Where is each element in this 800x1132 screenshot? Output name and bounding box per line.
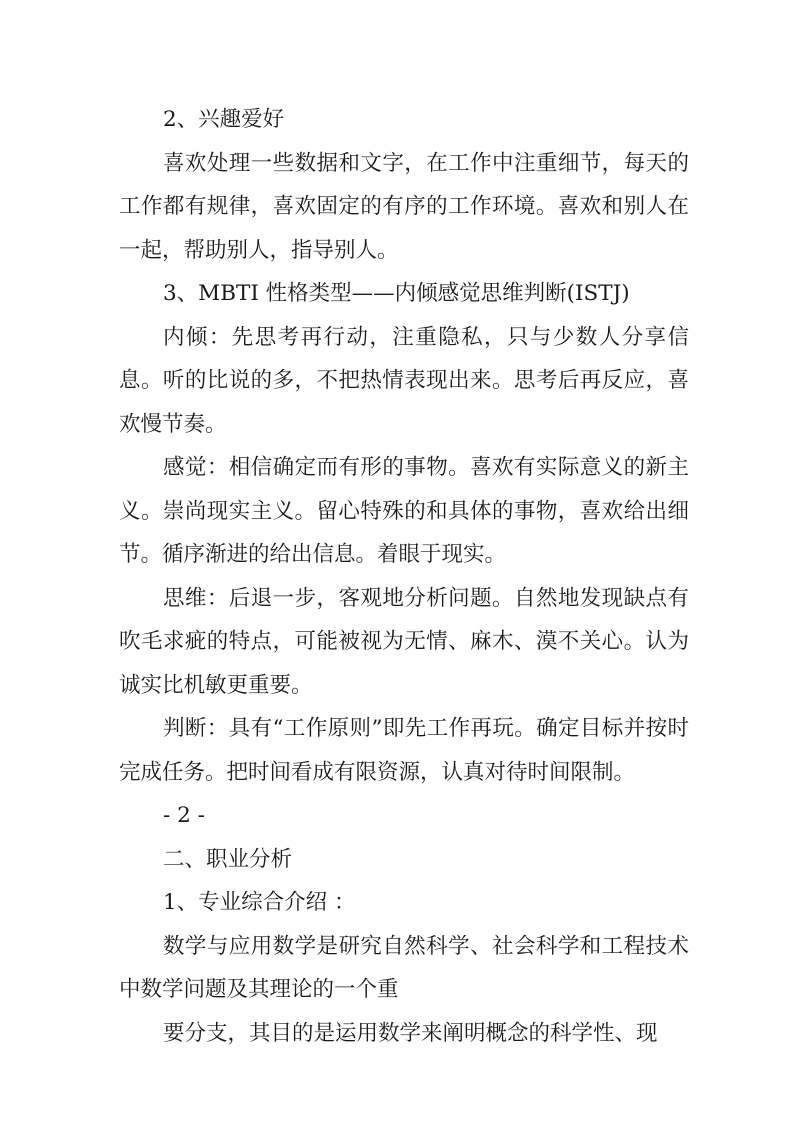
document-body — [119, 98, 689, 1055]
section-heading-mbti: 3、MBTI 性格类型——内倾感觉思维判断(ISTJ) — [163, 281, 630, 306]
hobbies-paragraph: 喜欢处理一些数据和文字，在工作中注重细节，每天的工作都有规律，喜欢固定的有序的工作环境。喜欢和别人在一起，帮助别人，指导别人。 — [119, 150, 689, 263]
judging-paragraph: 判断：具有“工作原则”即先工作再玩。确定目标并按时完成任务。把时间看成有限资源，认真对待时间限制。 — [119, 716, 689, 785]
major-intro-continued-paragraph: 要分支，其目的是运用数学来阐明概念的科学性、现 — [163, 1020, 658, 1046]
sensing-paragraph: 感觉：相信确定而有形的事物。喜欢有实际意义的新主义。崇尚现实主义。留心特殊的和具体的事物，喜欢给出细节。循序渐进的给出信息。着眼于现实。 — [119, 455, 689, 567]
section-heading-hobbies: 2、兴趣爱好 — [163, 107, 285, 132]
page-number: - 2 - — [163, 803, 205, 828]
major-intro-paragraph: 数学与应用数学是研究自然科学、社会科学和工程技术中数学问题及其理论的一个重 — [119, 933, 689, 1002]
thinking-paragraph: 思维：后退一步，客观地分析问题。自然地发现缺点有吹毛求疵的特点，可能被视为无情、麻木、漠不关心。认为诚实比机敏更重要。 — [119, 585, 689, 698]
introversion-paragraph: 内倾：先思考再行动，注重隐私，只与少数人分享信息。听的比说的多，不把热情表现出来。思考后再反应，喜欢慢节奏。 — [119, 324, 689, 437]
section-heading-major-intro: 1、专业综合介绍 ： — [163, 890, 356, 915]
section-heading-career-analysis: 二、职业分析 — [163, 846, 293, 872]
